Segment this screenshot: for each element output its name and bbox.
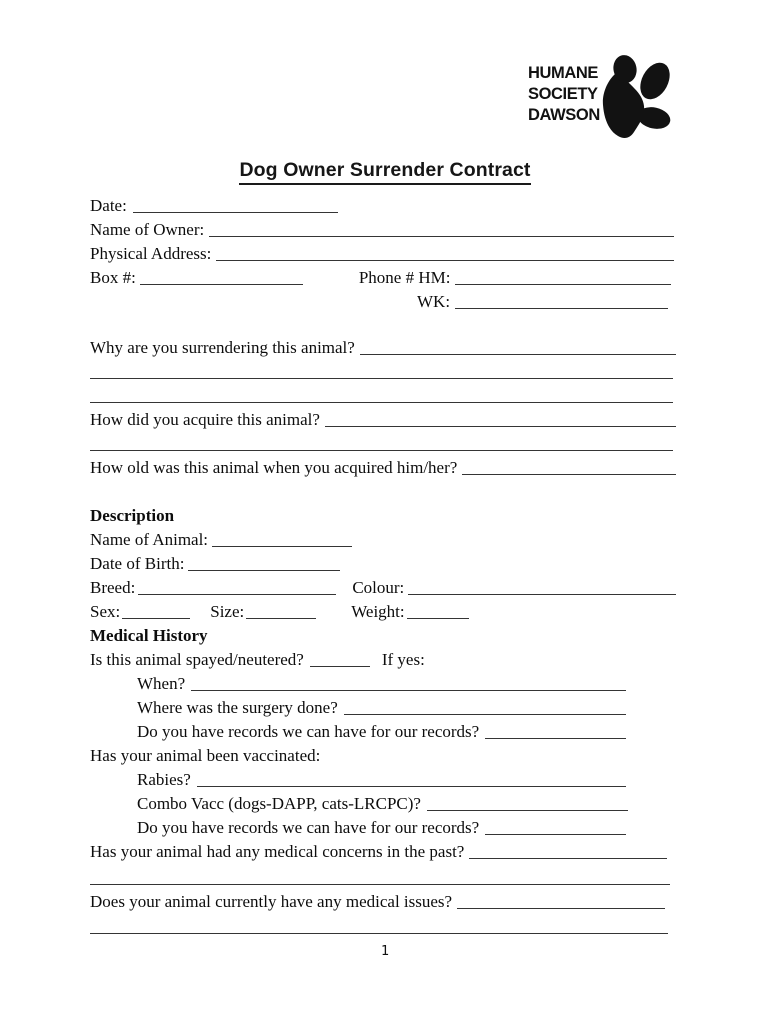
box-label: Box #: (90, 268, 136, 287)
issues-label: Does your animal currently have any medical issues? (90, 892, 453, 911)
logo-word-humane: HUMANE (528, 64, 599, 82)
sex-field-line[interactable] (122, 618, 190, 619)
birth-field-line[interactable] (188, 570, 340, 571)
wk-field-line[interactable] (455, 308, 668, 309)
why-field-line-2[interactable] (90, 378, 673, 379)
size-field-line[interactable] (246, 618, 316, 619)
concerns-field-line[interactable] (469, 858, 667, 859)
acquire-field-line[interactable] (325, 426, 676, 427)
spayed-label: Is this animal spayed/neutered? (90, 650, 304, 669)
page-title: Dog Owner Surrender Contract (239, 159, 530, 185)
animal-name-label: Name of Animal: (90, 530, 209, 549)
paw-print-icon (600, 54, 680, 142)
acquire-field-line-2[interactable] (90, 450, 673, 451)
address-field-line[interactable] (216, 260, 674, 261)
phone-hm-field-line[interactable] (455, 284, 671, 285)
breed-label: Breed: (90, 578, 136, 597)
animal-name-field-line[interactable] (212, 546, 352, 547)
records-label: Do you have records we can have for our records? (137, 722, 480, 741)
medical-history-heading: Medical History (90, 626, 208, 645)
sex-label: Sex: (90, 602, 121, 621)
size-label: Size: (210, 602, 245, 621)
when-field-line[interactable] (191, 690, 626, 691)
owner-label: Name of Owner: (90, 220, 205, 239)
records-field-line[interactable] (485, 738, 626, 739)
box-field-line[interactable] (140, 284, 303, 285)
logo-wordmark (528, 63, 600, 125)
rabies-field-line[interactable] (197, 786, 626, 787)
concerns-label: Has your animal had any medical concerns in the past? (90, 842, 465, 861)
age-field-line[interactable] (462, 474, 676, 475)
page-number: 1 (380, 943, 390, 959)
surgery-label: Where was the surgery done? (137, 698, 338, 717)
description-heading: Description (90, 506, 175, 525)
issues-field-line[interactable] (457, 908, 665, 909)
combo-vacc-label: Combo Vacc (dogs-DAPP, cats-LRCPC)? (137, 794, 421, 813)
age-label: How old was this animal when you acquired him/her? (90, 458, 458, 477)
weight-field-line[interactable] (407, 618, 469, 619)
humane-society-dawson-logo (528, 54, 680, 142)
date-label: Date: (90, 196, 127, 215)
acquire-label: How did you acquire this animal? (90, 410, 320, 429)
date-field-line[interactable] (133, 212, 338, 213)
owner-field-line[interactable] (209, 236, 674, 237)
when-label: When? (137, 674, 186, 693)
if-yes-label: If yes: (381, 650, 425, 669)
form-body (90, 192, 676, 937)
spayed-field-line[interactable] (310, 666, 370, 667)
logo-word-dawson: DAWSON (528, 105, 600, 124)
birth-label: Date of Birth: (90, 554, 185, 573)
issues-field-line-2[interactable] (90, 933, 668, 934)
why-field-line[interactable] (360, 354, 676, 355)
colour-field-line[interactable] (408, 594, 676, 595)
vaccinated-label: Has your animal been vaccinated: (90, 746, 321, 765)
logo-word-society: SOCIETY (528, 84, 598, 103)
combo-vacc-field-line[interactable] (427, 810, 628, 811)
records2-field-line[interactable] (485, 834, 626, 835)
surgery-field-line[interactable] (344, 714, 626, 715)
colour-label: Colour: (352, 578, 405, 597)
why-label: Why are you surrendering this animal? (90, 338, 355, 357)
records2-label: Do you have records we can have for our records? (137, 818, 480, 837)
wk-label: WK: (417, 292, 451, 311)
address-label: Physical Address: (90, 244, 212, 263)
why-field-line-3[interactable] (90, 402, 673, 403)
rabies-label: Rabies? (137, 770, 191, 789)
breed-field-line[interactable] (138, 594, 336, 595)
concerns-field-line-2[interactable] (90, 884, 670, 885)
weight-label: Weight: (351, 602, 405, 621)
phone-hm-label: Phone # HM: (358, 268, 451, 287)
